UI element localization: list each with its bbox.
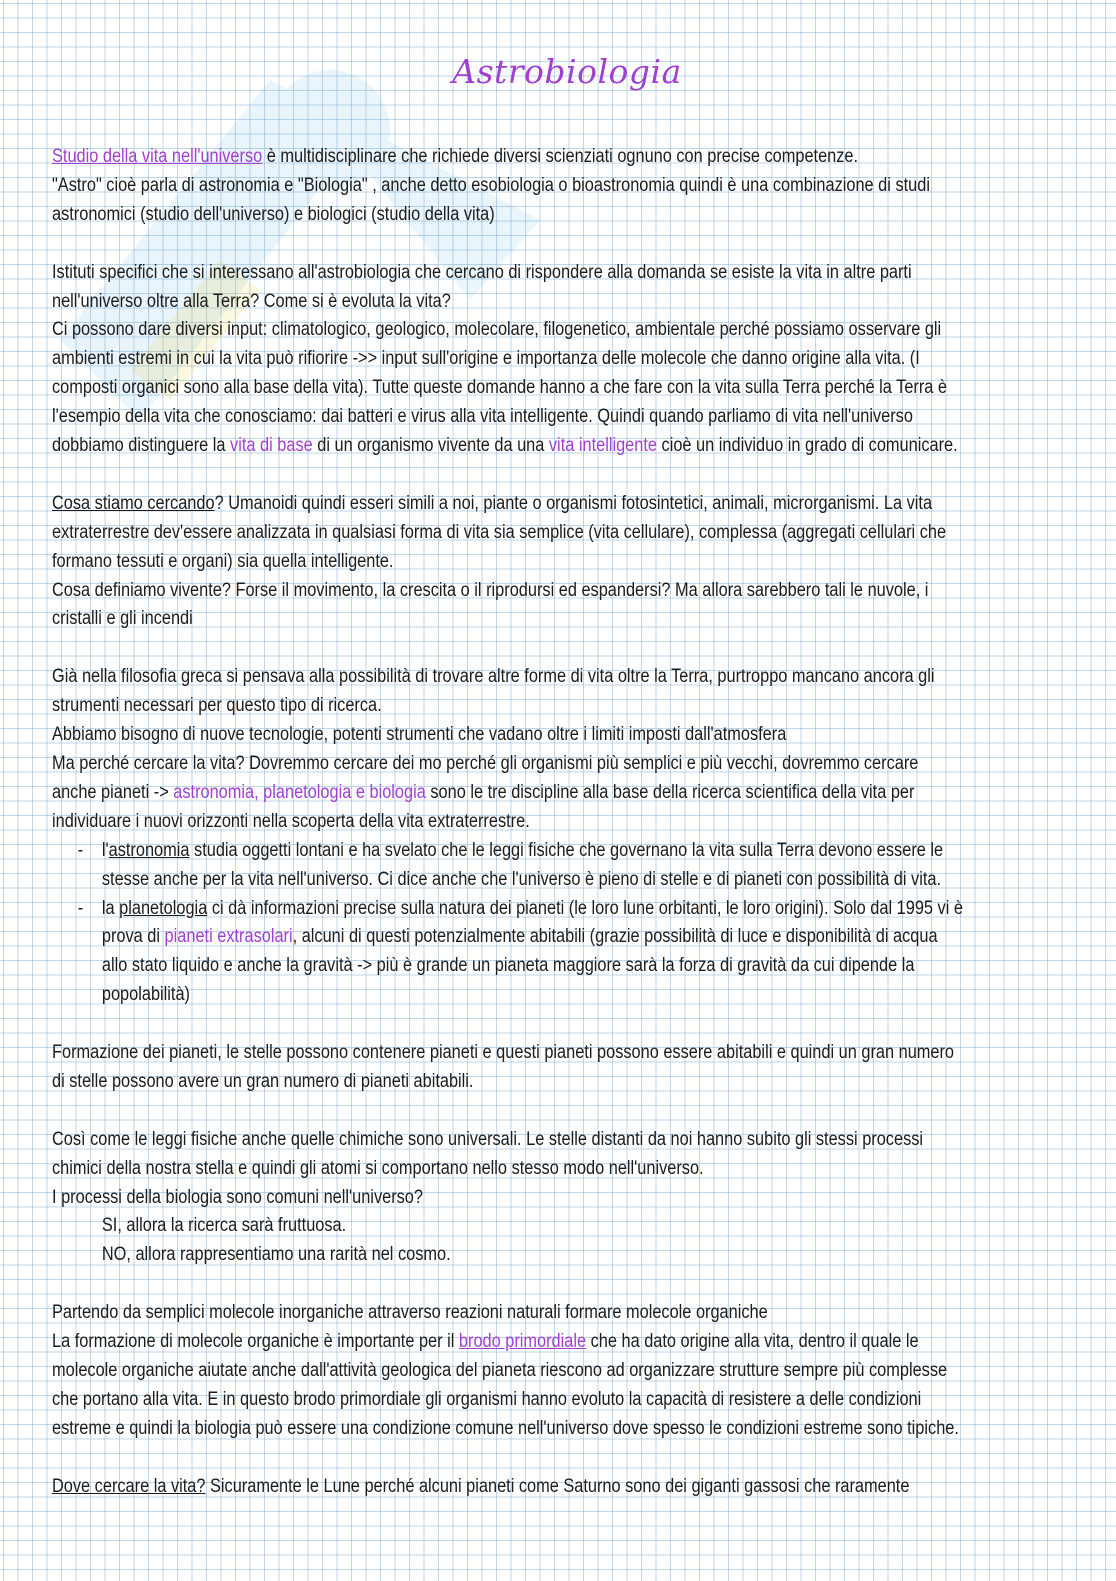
highlight-discipline: astronomia, planetologia e biologia [173,781,426,803]
bullet-dash: - [77,897,84,919]
document-body [52,143,1082,1530]
paragraph-brodo-primordiale: Partendo da semplici molecole inorganiche attraverso reazioni naturali formare molecole organiche La formazione di molecole organiche è importante per il brodo primordiale che ha dato origine alla vita, dentro il quale le molecole organiche aiutate anche dall'attività geologica del pianeta riescono ad organizzare strutture sempre più complesse che portano alla vita. E in questo brodo primordiale gli organismi hanno evoluto la capacità di resistere a delle condizioni estreme e quindi la biologia può essere una condizione comune nell'universo dove spesso le condizioni estreme sono tipiche. [52,1302,959,1439]
highlight-vita-di-base: vita di base [230,435,313,457]
page-title: Astrobiologia [452,52,682,91]
heading-cosa-stiamo-cercando: Cosa stiamo cercando [52,492,215,514]
paragraph-intro: Studio della vita nell'universo è multidisciplinare che richiede diversi scienziati ognuno con precise competenze. "Astro" cioè parla di astronomia e "Biologia" , anche detto esobiologia o bioastronomia quindi è una combinazione di studi astronomici (studio dell'universo) e biologici (studio della vita) [52,146,930,225]
paragraph-istituti: Istituti specifici che si interessano all'astrobiologia che cercano di rispondere alla domanda se esiste la vita in altre parti nell'universo oltre alla Terra? Come si è evoluta la vita? Ci possono dare diversi input: climatologico, geologico, molecolare, filogenetico, ambientale perché possiamo osservare gli ambienti estremi in cui la vita può rifiorire ->> input sull'origine e importanza delle molecole che danno origine alla vita. (I composti organici sono alla base della vita). Tutte queste domande hanno a che fare con la vita sulla Terra perché la Terra è l'esempio della vita che conosciamo: dai batteri e virus alla vita intelligente. Quindi quando parliamo di vita nell'universo dobbiamo distinguere la vita di base di un organismo vivente da una vita intelligente cioè un individuo in grado di comunicare. [52,261,958,457]
paragraph-formazione-pianeti: Formazione dei pianeti, le stelle possono contenere pianeti e questi pianeti possono essere abitabili e quindi un gran numero di stelle possono avere un gran numero di pianeti abitabili. [52,1042,955,1092]
paragraph-cosa-cerchiamo: Cosa stiamo cercando? Umanoidi quindi esseri simili a noi, piante o organismi fotosintetici, animali, microrganismi. La vita extraterrestre dev'essere analizzata in qualsiasi forma di vita sia semplice (vita cellulare), complessa (aggregati cellulari che formano tessuti e organi) sia quella intelligente. Cosa definiamo vivente? Forse il movimento, la crescita o il riprodursi ed espandersi? Ma allora sarebbero tali le nuvole, i cristalli e gli incendi [52,492,947,630]
bullet-dash: - [77,839,84,861]
link-brodo-primordiale[interactable]: brodo primordiale [458,1331,587,1353]
highlight-vita-intelligente: vita intelligente [548,435,657,457]
link-studio-vita[interactable]: Studio della vita nell'universo [52,146,263,167]
paragraph-filosofia: Già nella filosofia greca si pensava alla possibilità di trovare altre forme di vita oltre la Terra, purtroppo mancano ancora gli strumenti necessari per questo tipo di ricerca. Abbiamo bisogno di nuove tecnologie, potenti strumenti che vadano oltre i limiti imposti dall'atmosfera Ma perché cercare la vita? Dovremmo cercare dei mo perché gli organismi più semplici e più vecchi, dovremmo cercare anche pianeti -> astronomia, planetologia e biologia sono le tre discipline alla base della ricerca scientifica della vita per individuare i nuovi orizzonti nella scoperta della vita extraterrestre. - l'astronomia studia oggetti lontani e ha svelato che le leggi fisiche che governano la vita sulla Terra devono essere le stesse anche per la vita nell'universo. Ci dice anche che l'universo è pieno di stelle e di pianeti con possibilità di vita. - la planetologia ci dà informazioni precise sulla natura dei pianeti (le loro lune orbitanti, le loro origini). Solo dal 1995 vi è prova di pianeti extrasolari, alcuni di questi potenzialmente abitabili (grazie possibilità di luce e disponibilità di acqua allo stato liquido e anche la gravità -> più è grande un pianeta maggiore sarà la forza di gravità da cui dipende la popolabilità) [52,663,1082,1010]
highlight-pianeti-extrasolari: pianeti extrasolari [164,926,293,948]
paragraph-leggi-chimiche: Così come le leggi fisiche anche quelle chimiche sono universali. Le stelle distanti da noi hanno subito gli stessi processi chimici della nostra stella e quindi gli atomi si comportano nello stesso modo nell'universo. I processi della biologia sono comuni nell'universo? SI, allora la ricerca sarà fruttuosa. NO, allora rappresentiamo una rarità nel cosmo. [52,1128,924,1266]
list-item-astronomia: - l'astronomia studia oggetti lontani e ha svelato che le leggi fisiche che governano la vita sulla Terra devono essere le [52,837,1082,866]
paragraph-dove-cercare: Dove cercare la vita? Sicuramente le Lune perché alcuni pianeti come Saturno sono dei giganti gassosi che raramente [52,1475,910,1497]
list-item-planetologia: - la planetologia ci dà informazioni precise sulla natura dei pianeti (le loro lune orbitanti, le loro origini). Solo dal 1995 vi è [52,895,1082,924]
heading-dove-cercare-la-vita: Dove cercare la vita? [52,1475,206,1497]
